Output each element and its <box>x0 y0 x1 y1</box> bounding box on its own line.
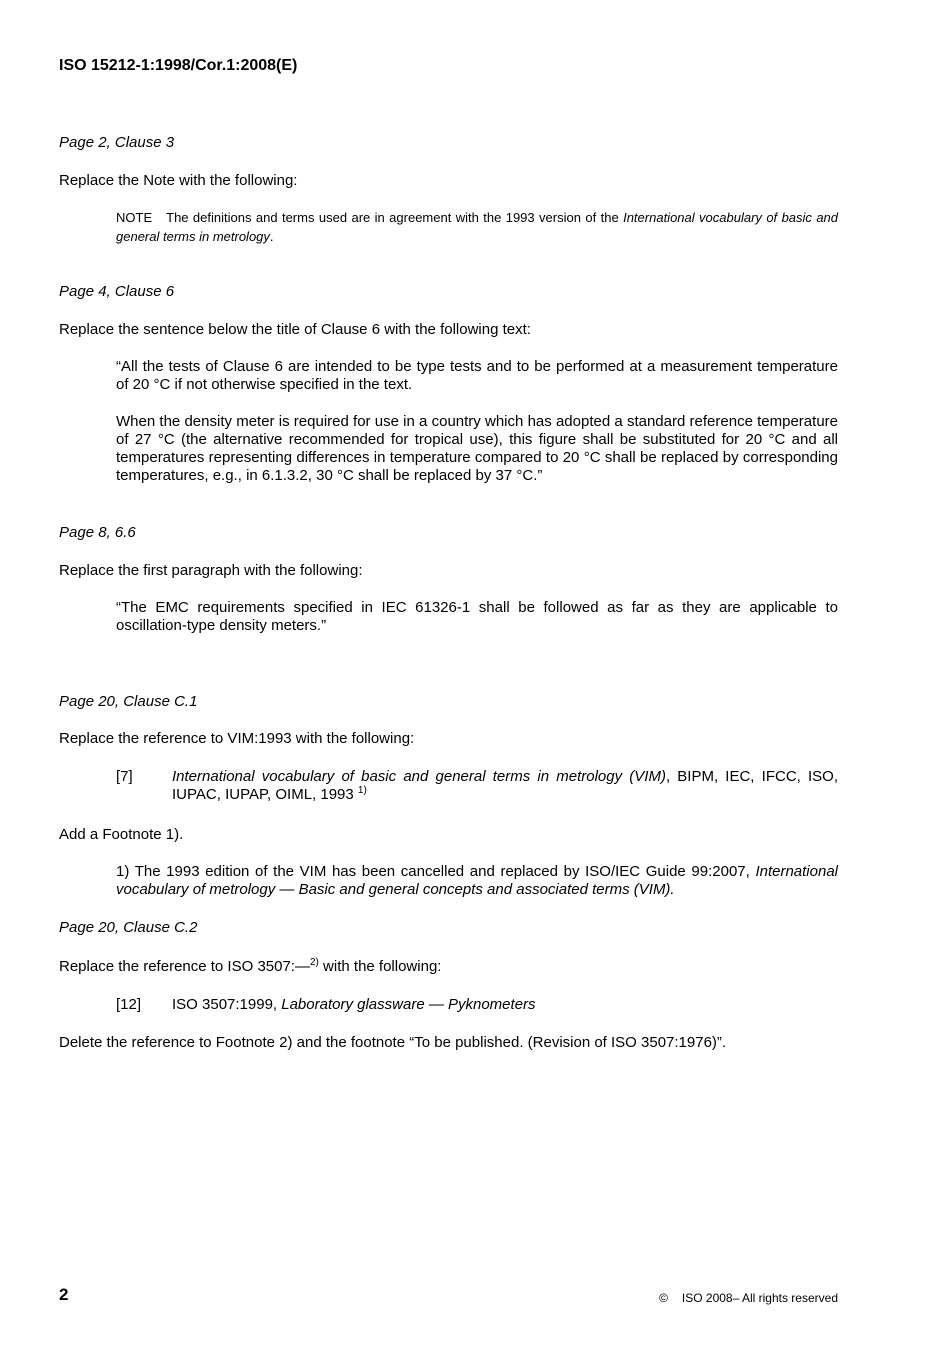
note-label: NOTE <box>116 210 153 225</box>
instruction-iso3507-b: with the following: <box>318 958 442 975</box>
instruction-replace-sentence: Replace the sentence below the title of Clause 6 with the following text: <box>59 321 531 338</box>
footnote-1-italic: International vocabulary of metrology — Basic and general concepts and associated terms (VIM). <box>116 863 838 898</box>
quote-paragraph-2: When the density meter is required for use in a country which has adopted a standard reference temperature of 27 °C (the alternative recommended for tropical use), this figure shall be substituted for 20 °C and all temperatures representing differences in temperature compared to 20 °C shall be replaced by corresponding temperatures, e.g., in 6.1.3.2, 30 °C shall be replaced by 37 °C.” <box>116 413 838 484</box>
copyright-notice <box>659 1289 838 1307</box>
reference-number-12: [12] <box>116 996 142 1013</box>
instruction-delete-footnote: Delete the reference to Footnote 2) and the footnote “To be published. (Revision of ISO 3507:1976)”. <box>59 1034 727 1051</box>
quote-emc: “The EMC requirements specified in IEC 61326-1 shall be followed as far as they are applicable to oscillation-type density meters.” <box>116 599 838 634</box>
copyright-text: ISO 2008– All rights reserved <box>681 1291 838 1305</box>
instruction-add-footnote: Add a Footnote 1). <box>59 826 184 843</box>
section-heading-page20-c2: Page 20, Clause C.2 <box>59 919 198 936</box>
instruction-replace-first-paragraph: Replace the first paragraph with the following: <box>59 562 363 579</box>
section-heading-page20-c1: Page 20, Clause C.1 <box>59 693 198 710</box>
footnote-marker-2: 2) <box>309 957 319 968</box>
document-id-header: ISO 15212-1:1998/Cor.1:2008(E) <box>59 57 298 74</box>
footnote-marker-1: 1) <box>357 785 367 796</box>
instruction-iso3507-a: Replace the reference to ISO 3507:— <box>59 958 310 975</box>
reference-number-7: [7] <box>116 768 133 785</box>
quote-paragraph-1: “All the tests of Clause 6 are intended to be type tests and to be performed at a measurement temperature of 20 °C if not otherwise specified in the text. <box>116 358 838 393</box>
section-heading-page8-6-6: Page 8, 6.6 <box>59 524 136 541</box>
reference-7-publishers: , BIPM, IEC, IFCC, ISO, IUPAC, IUPAP, OIML, 1993 <box>172 768 838 803</box>
instruction-replace-vim: Replace the reference to VIM:1993 with the following: <box>59 730 415 747</box>
page-number: 2 <box>59 1285 69 1304</box>
reference-12-title: Laboratory glassware — Pyknometers <box>281 996 536 1013</box>
reference-12-plain: ISO 3507:1999, <box>172 996 282 1013</box>
footnote-1-plain: 1) The 1993 edition of the VIM has been cancelled and replaced by ISO/IEC Guide 99:2007, <box>116 863 756 880</box>
copyright-icon: © <box>659 1291 668 1305</box>
note-text-italic: International vocabulary of basic and general terms in metrology <box>116 210 839 244</box>
reference-7-text <box>172 768 838 804</box>
note-text-end: . <box>269 229 274 244</box>
instruction-replace-iso3507 <box>59 958 441 976</box>
footnote-1-text <box>116 863 838 899</box>
section-heading-page2-clause3: Page 2, Clause 3 <box>59 134 175 151</box>
section-heading-page4-clause6: Page 4, Clause 6 <box>59 283 175 300</box>
note-text: The definitions and terms used are in agreement with the 1993 version of the <box>166 210 624 225</box>
instruction-replace-note: Replace the Note with the following: <box>59 172 298 189</box>
reference-12-text <box>172 996 838 1014</box>
note-block <box>116 208 838 246</box>
reference-7-title: International vocabulary of basic and general terms in metrology (VIM) <box>172 768 666 785</box>
